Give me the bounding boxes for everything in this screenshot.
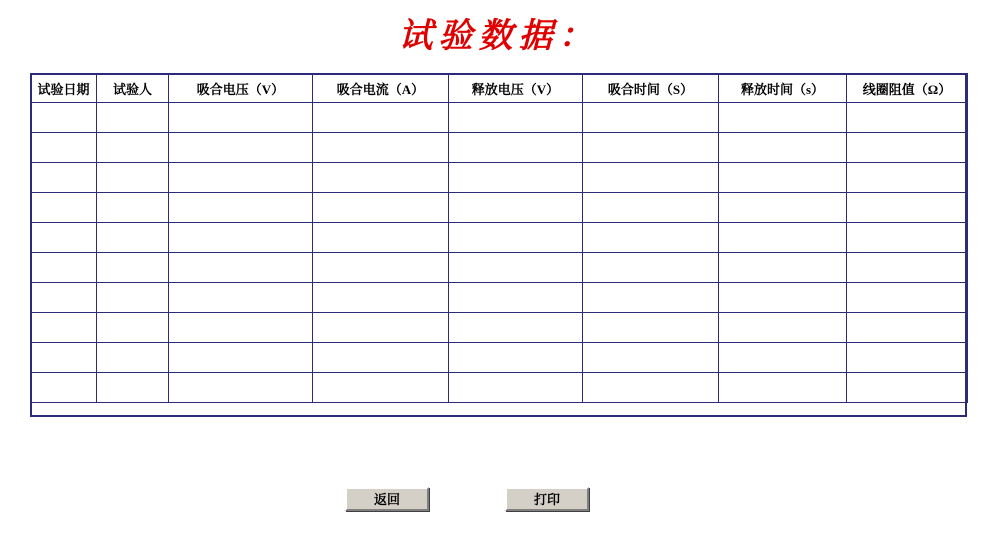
table-row[interactable] (31, 193, 968, 223)
table-cell[interactable] (847, 223, 968, 253)
column-header-pickup-voltage: 吸合电压（V） (169, 74, 313, 103)
table-cell[interactable] (449, 223, 583, 253)
table-cell[interactable] (583, 283, 719, 313)
table-cell[interactable] (31, 103, 97, 133)
table-cell[interactable] (313, 343, 449, 373)
table-cell[interactable] (449, 253, 583, 283)
table-cell[interactable] (583, 343, 719, 373)
table-cell[interactable] (847, 103, 968, 133)
table-cell[interactable] (583, 223, 719, 253)
table-cell[interactable] (313, 193, 449, 223)
table-cell[interactable] (97, 283, 169, 313)
table-cell[interactable] (719, 223, 847, 253)
table-cell[interactable] (169, 373, 313, 403)
column-header-coil-resistance: 线圈阻值（Ω） (847, 74, 968, 103)
table-cell[interactable] (169, 133, 313, 163)
table-cell[interactable] (31, 343, 97, 373)
table-cell[interactable] (449, 373, 583, 403)
table-header-row (31, 74, 968, 103)
table-cell[interactable] (31, 223, 97, 253)
column-header-pickup-time: 吸合时间（S） (583, 74, 719, 103)
table-row[interactable] (31, 223, 968, 253)
table-cell[interactable] (719, 313, 847, 343)
table-cell[interactable] (719, 283, 847, 313)
test-data-table-wrapper (30, 73, 967, 403)
table-cell[interactable] (583, 253, 719, 283)
table-cell[interactable] (719, 343, 847, 373)
table-cell[interactable] (847, 343, 968, 373)
back-button[interactable]: 返回 (345, 487, 429, 511)
table-cell[interactable] (97, 313, 169, 343)
table-cell[interactable] (313, 163, 449, 193)
table-cell[interactable] (97, 343, 169, 373)
table-cell[interactable] (97, 163, 169, 193)
table-row[interactable] (31, 103, 968, 133)
table-cell[interactable] (847, 163, 968, 193)
table-cell[interactable] (583, 373, 719, 403)
table-cell[interactable] (31, 373, 97, 403)
table-cell[interactable] (847, 373, 968, 403)
table-cell[interactable] (719, 133, 847, 163)
table-cell[interactable] (583, 193, 719, 223)
table-cell[interactable] (719, 163, 847, 193)
table-cell[interactable] (847, 283, 968, 313)
table-row[interactable] (31, 283, 968, 313)
table-cell[interactable] (169, 193, 313, 223)
table-cell[interactable] (313, 223, 449, 253)
column-header-test-date: 试验日期 (31, 74, 97, 103)
button-bar (0, 487, 997, 513)
table-cell[interactable] (583, 163, 719, 193)
table-cell[interactable] (169, 253, 313, 283)
table-row[interactable] (31, 343, 968, 373)
table-cell[interactable] (847, 133, 968, 163)
table-cell[interactable] (847, 253, 968, 283)
table-cell[interactable] (31, 163, 97, 193)
table-row[interactable] (31, 133, 968, 163)
table-cell[interactable] (313, 133, 449, 163)
column-header-tester: 试验人 (97, 74, 169, 103)
table-cell[interactable] (97, 133, 169, 163)
table-cell[interactable] (583, 313, 719, 343)
table-cell[interactable] (313, 253, 449, 283)
table-cell[interactable] (719, 373, 847, 403)
table-body (31, 103, 968, 403)
table-cell[interactable] (719, 103, 847, 133)
table-cell[interactable] (449, 313, 583, 343)
table-cell[interactable] (97, 223, 169, 253)
table-cell[interactable] (583, 103, 719, 133)
table-cell[interactable] (847, 193, 968, 223)
table-row[interactable] (31, 253, 968, 283)
table-cell[interactable] (97, 373, 169, 403)
table-cell[interactable] (31, 253, 97, 283)
table-cell[interactable] (97, 253, 169, 283)
table-cell[interactable] (313, 283, 449, 313)
table-cell[interactable] (313, 373, 449, 403)
table-cell[interactable] (847, 313, 968, 343)
column-header-release-voltage: 释放电压（V） (449, 74, 583, 103)
table-cell[interactable] (97, 103, 169, 133)
print-button[interactable]: 打印 (505, 487, 589, 511)
table-cell[interactable] (719, 253, 847, 283)
column-header-pickup-current: 吸合电流（A） (313, 74, 449, 103)
table-cell[interactable] (169, 313, 313, 343)
table-cell[interactable] (583, 133, 719, 163)
table-cell[interactable] (31, 283, 97, 313)
test-data-table (30, 73, 968, 403)
table-cell[interactable] (169, 283, 313, 313)
table-cell[interactable] (449, 193, 583, 223)
page-title: 试验数据： (398, 18, 599, 55)
table-row[interactable] (31, 373, 968, 403)
table-cell[interactable] (313, 103, 449, 133)
table-cell[interactable] (719, 193, 847, 223)
table-cell[interactable] (31, 313, 97, 343)
table-cell[interactable] (97, 193, 169, 223)
table-cell[interactable] (169, 103, 313, 133)
table-cell[interactable] (449, 133, 583, 163)
table-cell[interactable] (449, 283, 583, 313)
table-cell[interactable] (449, 103, 583, 133)
table-cell[interactable] (169, 223, 313, 253)
table-row[interactable] (31, 313, 968, 343)
table-cell[interactable] (313, 313, 449, 343)
table-cell[interactable] (169, 163, 313, 193)
table-cell[interactable] (449, 163, 583, 193)
table-cell[interactable] (31, 133, 97, 163)
column-header-release-time: 释放时间（s） (719, 74, 847, 103)
table-cell[interactable] (449, 343, 583, 373)
table-cell[interactable] (31, 193, 97, 223)
table-cell[interactable] (169, 343, 313, 373)
table-row[interactable] (31, 163, 968, 193)
